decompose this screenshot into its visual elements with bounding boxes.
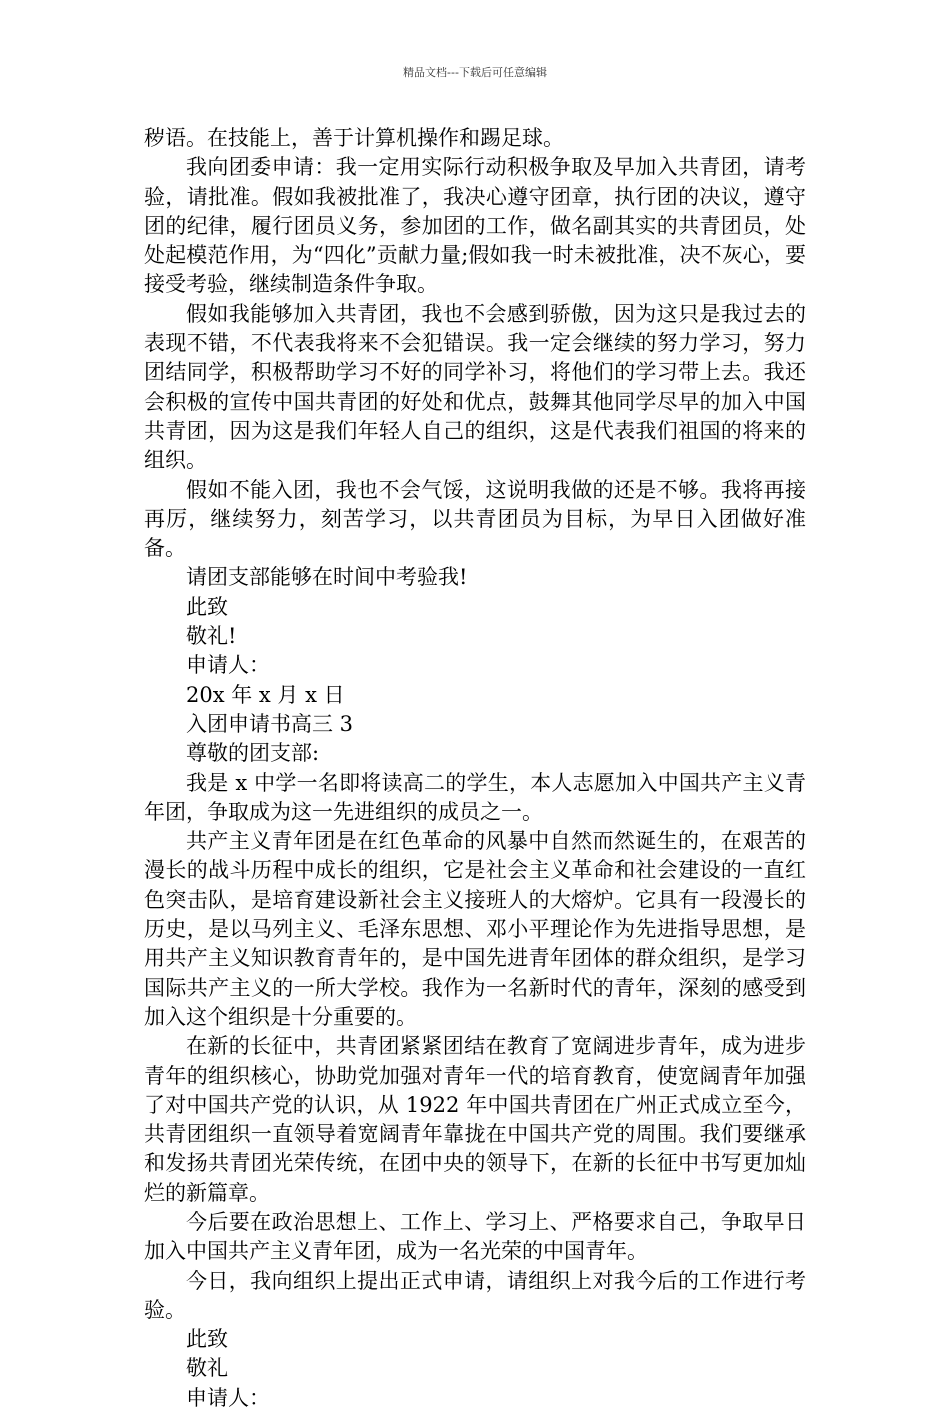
closing-line: 敬礼! xyxy=(186,624,237,649)
paragraph: 我向团委申请：我一定用实际行动积极争取及早加入共青团，请考验，请批准。假如我被批准了，我决心遵守团章，执行团的决议，遵守团的纪律，履行团员义务，参加团的工作，做名副其实的共青团员，处处起模范作用，为“四化”贡献力量;假如我一时未被批准，决不灰心，要接受考验，继续制造条件争取。 xyxy=(144,155,806,297)
paragraph: 秽语。在技能上，善于计算机操作和踢足球。 xyxy=(144,126,564,150)
closing-line: 此致 xyxy=(186,594,228,619)
applicant-line: 申请人： xyxy=(186,1385,270,1410)
salutation: 尊敬的团支部: xyxy=(186,741,320,766)
paragraph: 请团支部能够在时间中考验我! xyxy=(186,565,468,590)
paragraph: 今日，我向组织上提出正式申请，请组织上对我今后的工作进行考验。 xyxy=(144,1268,806,1322)
paragraph: 我是 x 中学一名即将读高二的学生，本人志愿加入中国共产主义青年团，争取成为这一先进组织的成员之一。 xyxy=(144,770,806,824)
document-body xyxy=(144,124,806,1413)
closing-line: 敬礼 xyxy=(186,1356,228,1381)
paragraph: 在新的长征中，共青团紧紧团结在教育了宽阔进步青年，成为进步青年的组织核心，协助党加强对青年一代的培育教育，使宽阔青年加强了对中国共产党的认识，从 1922 年中国共青团在广州正式成立至今，共青团组织一直领导着宽阔青年靠拢在中国共产党的周围。我们要继承和发扬共青团光荣传统，在团中央的领导下，在新的长征中书写更加灿烂的新篇章。 xyxy=(144,1034,806,1205)
section-title: 入团申请书高三 3 xyxy=(186,711,354,736)
paragraph: 假如我能够加入共青团，我也不会感到骄傲，因为这只是我过去的表现不错，不代表我将来不会犯错误。我一定会继续的努力学习，努力团结同学，积极帮助学习不好的同学补习，将他们的学习带上去。我还会积极的宣传中国共青团的好处和优点，鼓舞其他同学尽早的加入中国共青团，因为这是我们年轻人自己的组织，这是代表我们祖国的将来的组织。 xyxy=(144,301,806,473)
page-header: 精品文档---下载后可任意编辑 xyxy=(403,66,547,79)
paragraph: 今后要在政治思想上、工作上、学习上、严格要求自己，争取早日加入中国共产主义青年团，成为一名光荣的中国青年。 xyxy=(144,1209,806,1264)
date-line: 20x 年 x 月 x 日 xyxy=(186,682,345,707)
closing-line: 此致 xyxy=(186,1327,228,1352)
paragraph: 假如不能入团，我也不会气馁，这说明我做的还是不够。我将再接再厉，继续努力，刻苦学习，以共青团员为目标，为早日入团做好准备。 xyxy=(144,477,806,561)
paragraph: 共产主义青年团是在红色革命的风暴中自然而然诞生的，在艰苦的漫长的战斗历程中成长的组织，它是社会主义革命和社会建设的一直红色突击队，是培育建设新社会主义接班人的大熔炉。它具有一段漫长的历史，是以马列主义、毛泽东思想、邓小平理论作为先进指导思想，是用共产主义知识教育青年的，是中国先进青年团体的群众组织，是学习国际共产主义的一所大学校。我作为一名新时代的青年，深刻的感受到加入这个组织是十分重要的。 xyxy=(144,829,806,1029)
applicant-line: 申请人： xyxy=(186,653,270,678)
